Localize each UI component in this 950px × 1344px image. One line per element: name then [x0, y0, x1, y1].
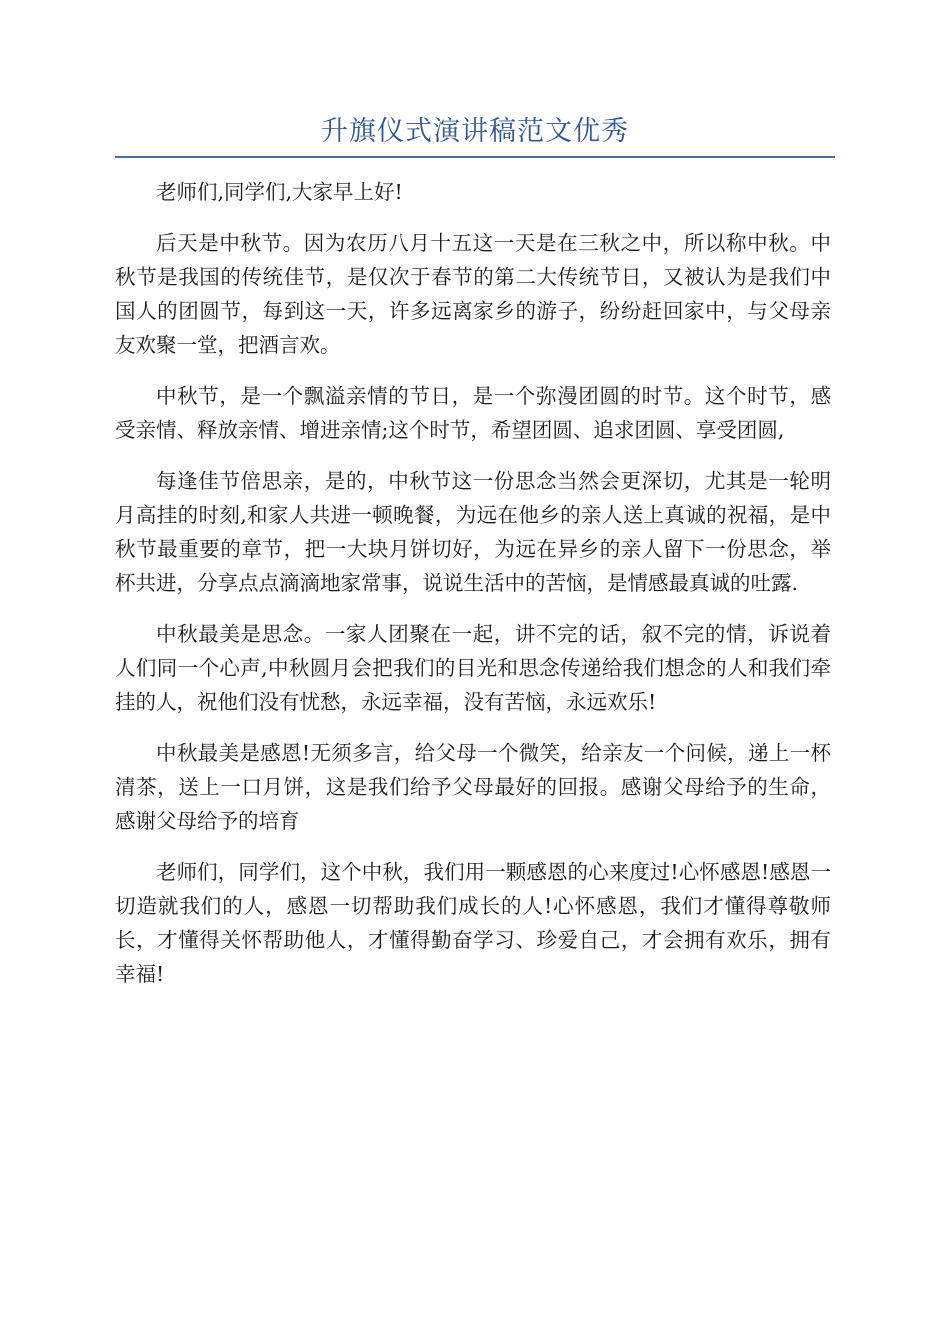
- paragraph-gratitude: 中秋最美是感恩!无须多言，给父母一个微笑，给亲友一个问候，递上一杯清茶，送上一口月饼，这是我们给予父母最好的回报。感谢父母给予的生命，感谢父母给予的培育: [115, 741, 831, 833]
- page-title: 升旗仪式演讲稿范文优秀: [321, 116, 629, 147]
- paragraph-greeting: 老师们,同学们,大家早上好!: [156, 180, 403, 204]
- paragraph-longing: 中秋最美是思念。一家人团聚在一起，讲不完的话，叙不完的情，诉说着人们同一个心声,中秋圆月会把我们的目光和思念传递给我们想念的人和我们牵挂的人，祝他们没有忧愁，永远幸福，没有苦恼，永远欢乐!: [115, 622, 831, 714]
- paragraph-mid-autumn-intro: 后天是中秋节。因为农历八月十五这一天是在三秋之中，所以称中秋。中秋节是我国的传统佳节，是仅次于春节的第二大传统节日，又被认为是我们中国人的团圆节，每到这一天，许多远离家乡的游子，纷纷赶回家中，与父母亲友欢聚一堂，把酒言欢。: [115, 231, 831, 357]
- document-body: [115, 175, 831, 1008]
- title-block: [115, 112, 835, 158]
- paragraph-family-reunion: 中秋节，是一个飘溢亲情的节日，是一个弥漫团圆的时节。这个时节，感受亲情、释放亲情、增进亲情;这个时节，希望团圆、追求团圆、享受团圆,: [115, 384, 831, 442]
- paragraph-missing-family: 每逢佳节倍思亲，是的，中秋节这一份思念当然会更深切，尤其是一轮明月高挂的时刻,和家人共进一顿晚餐，为远在他乡的亲人送上真诚的祝福，是中秋节最重要的章节，把一大块月饼切好，为远在异乡的亲人留下一份思念，举杯共进，分享点点滴滴地家常事，说说生活中的苦恼，是情感最真诚的吐露.: [115, 469, 831, 595]
- paragraph-closing: 老师们，同学们，这个中秋，我们用一颗感恩的心来度过!心怀感恩!感恩一切造就我们的人，感恩一切帮助我们成长的人!心怀感恩，我们才懂得尊敬师长，才懂得关怀帮助他人，才懂得勤奋学习、珍爱自己，才会拥有欢乐，拥有幸福!: [115, 860, 831, 986]
